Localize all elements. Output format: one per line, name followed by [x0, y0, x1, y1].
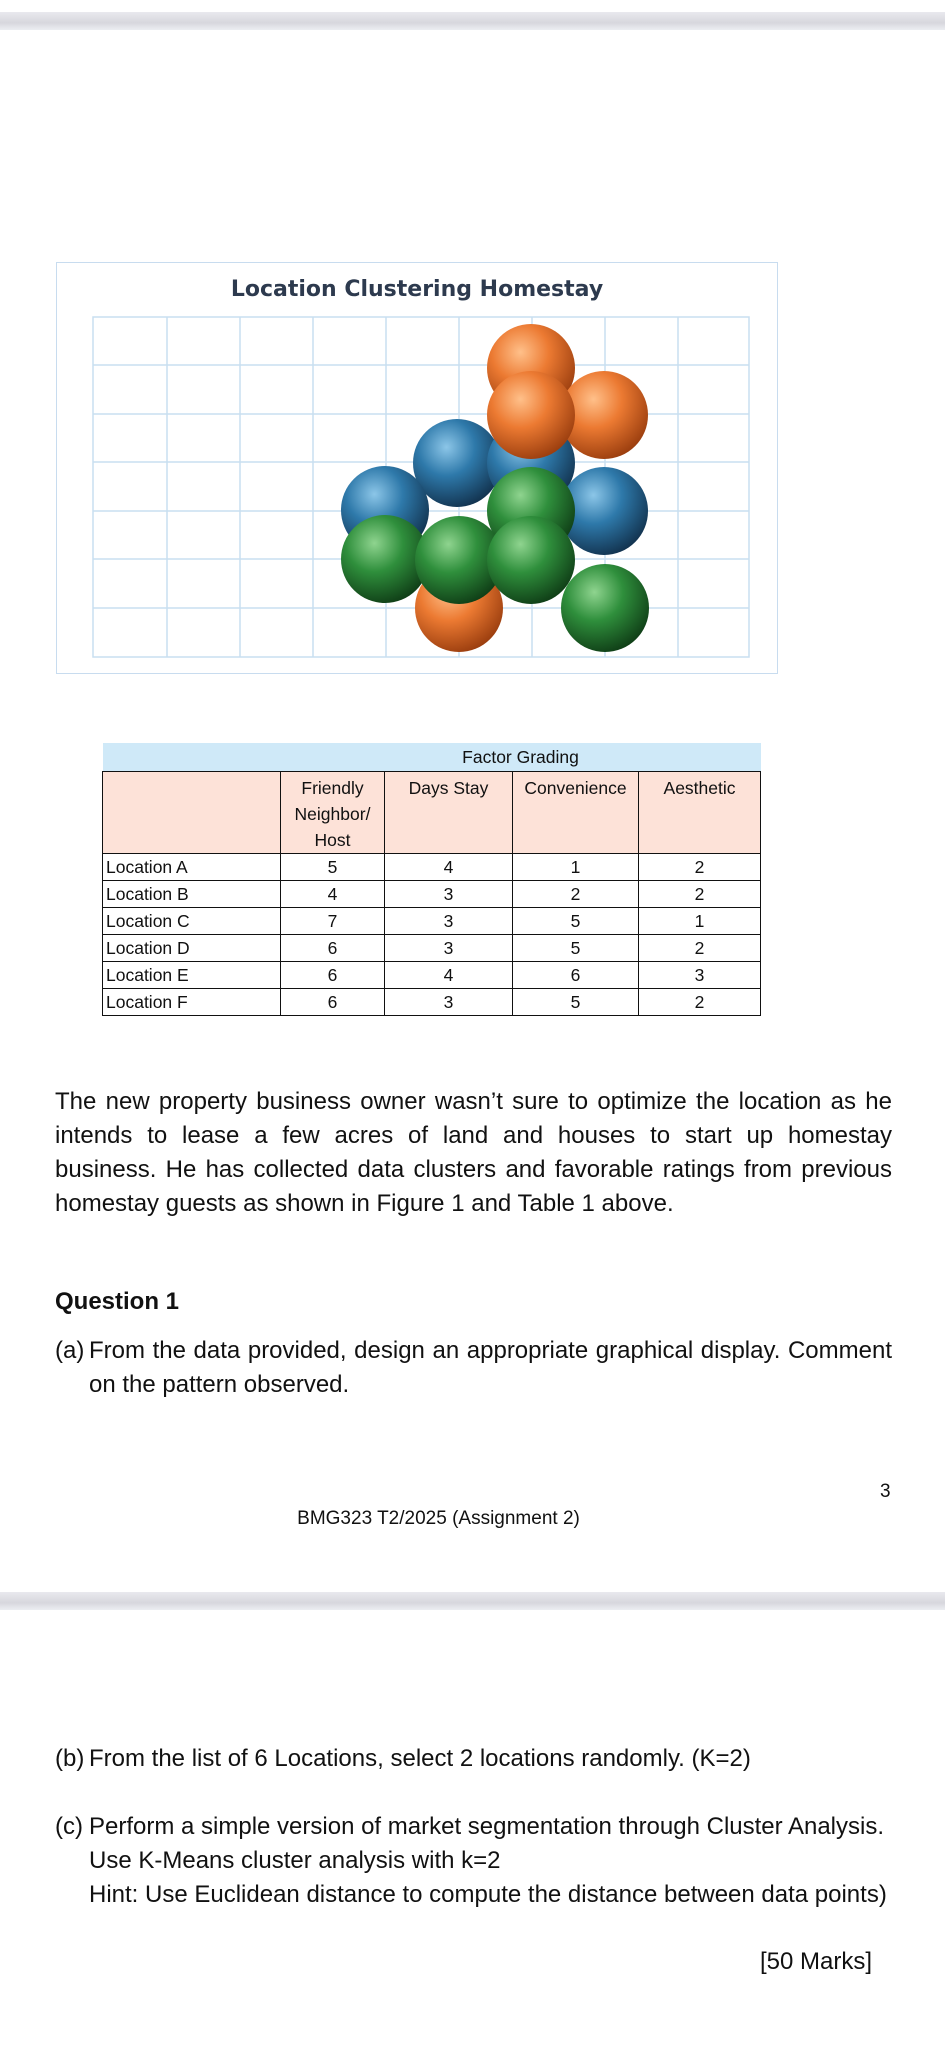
location-name: Location A: [103, 854, 281, 881]
page-separator-middle: [0, 1592, 945, 1610]
part-c-label: (c): [55, 1813, 83, 1840]
days-stay-value: 4: [385, 962, 513, 989]
page-separator-top: [0, 12, 945, 30]
location-name: Location C: [103, 908, 281, 935]
convenience-value: 5: [513, 935, 639, 962]
question-part-c: [55, 1810, 892, 1912]
question-part-a: [55, 1334, 892, 1402]
factor-spacer: [103, 743, 281, 772]
table-row: [103, 962, 761, 989]
header-convenience: Convenience: [513, 772, 639, 854]
figure-location-clustering: [56, 262, 778, 674]
location-name: Location D: [103, 935, 281, 962]
days-stay-value: 4: [385, 854, 513, 881]
orange-cluster-point: [487, 371, 575, 459]
friendly-value: 6: [281, 962, 385, 989]
cluster-chart: [57, 263, 779, 675]
header-location: [103, 772, 281, 854]
question-title: Question 1: [55, 1288, 180, 1315]
friendly-value: 7: [281, 908, 385, 935]
location-name: Location E: [103, 962, 281, 989]
table-row: [103, 908, 761, 935]
convenience-value: 6: [513, 962, 639, 989]
aesthetic-value: 1: [639, 908, 761, 935]
part-c-line-2: Use K-Means cluster analysis with k=2: [89, 1847, 501, 1874]
aesthetic-value: 2: [639, 854, 761, 881]
page-footer: BMG323 T2/2025 (Assignment 2): [297, 1508, 580, 1529]
column-header-row: [103, 772, 761, 854]
convenience-value: 5: [513, 908, 639, 935]
figure-title: Location Clustering Homestay: [230, 277, 604, 302]
green-cluster-point: [561, 564, 649, 652]
part-c-line-1: Perform a simple version of market segmentation through Cluster Analysis.: [89, 1813, 885, 1840]
friendly-value: 6: [281, 935, 385, 962]
factor-grading-header: Factor Grading: [281, 743, 761, 772]
header-days-stay: Days Stay: [385, 772, 513, 854]
friendly-value: 6: [281, 989, 385, 1016]
total-marks: [50 Marks]: [760, 1948, 873, 1975]
header-friendly-neighbor-host: Friendly Neighbor/ Host: [281, 772, 385, 854]
part-a-text: From the data provided, design an appropriate graphical display. Comment on the pattern observed.: [89, 1337, 892, 1398]
header-aesthetic: Aesthetic: [639, 772, 761, 854]
days-stay-value: 3: [385, 908, 513, 935]
convenience-value: 2: [513, 881, 639, 908]
aesthetic-value: 2: [639, 935, 761, 962]
convenience-value: 5: [513, 989, 639, 1016]
location-name: Location F: [103, 989, 281, 1016]
context-paragraph: The new property business owner wasn’t sure to optimize the location as he intends to lease a few acres of land and houses to start up homestay business. He has collected data clusters and favorable ratings from previous homestay guests as shown in Figure 1 and Table 1 above.: [55, 1088, 892, 1217]
table-row: [103, 854, 761, 881]
aesthetic-value: 2: [639, 881, 761, 908]
part-a-label: (a): [55, 1337, 85, 1364]
table-row: [103, 935, 761, 962]
page-number: 3: [880, 1481, 891, 1502]
table-row: [103, 989, 761, 1016]
part-b-label: (b): [55, 1745, 85, 1772]
friendly-value: 5: [281, 854, 385, 881]
part-c-line-3: Hint: Use Euclidean distance to compute the distance between data points): [89, 1881, 887, 1908]
days-stay-value: 3: [385, 881, 513, 908]
friendly-value: 4: [281, 881, 385, 908]
days-stay-value: 3: [385, 989, 513, 1016]
aesthetic-value: 2: [639, 989, 761, 1016]
factor-grading-table: [102, 743, 761, 1016]
location-name: Location B: [103, 881, 281, 908]
table-row: [103, 881, 761, 908]
part-b-text: From the list of 6 Locations, select 2 locations randomly. (K=2): [89, 1745, 751, 1772]
green-cluster-point: [487, 516, 575, 604]
convenience-value: 1: [513, 854, 639, 881]
days-stay-value: 3: [385, 935, 513, 962]
aesthetic-value: 3: [639, 962, 761, 989]
question-part-b: [55, 1742, 892, 1776]
